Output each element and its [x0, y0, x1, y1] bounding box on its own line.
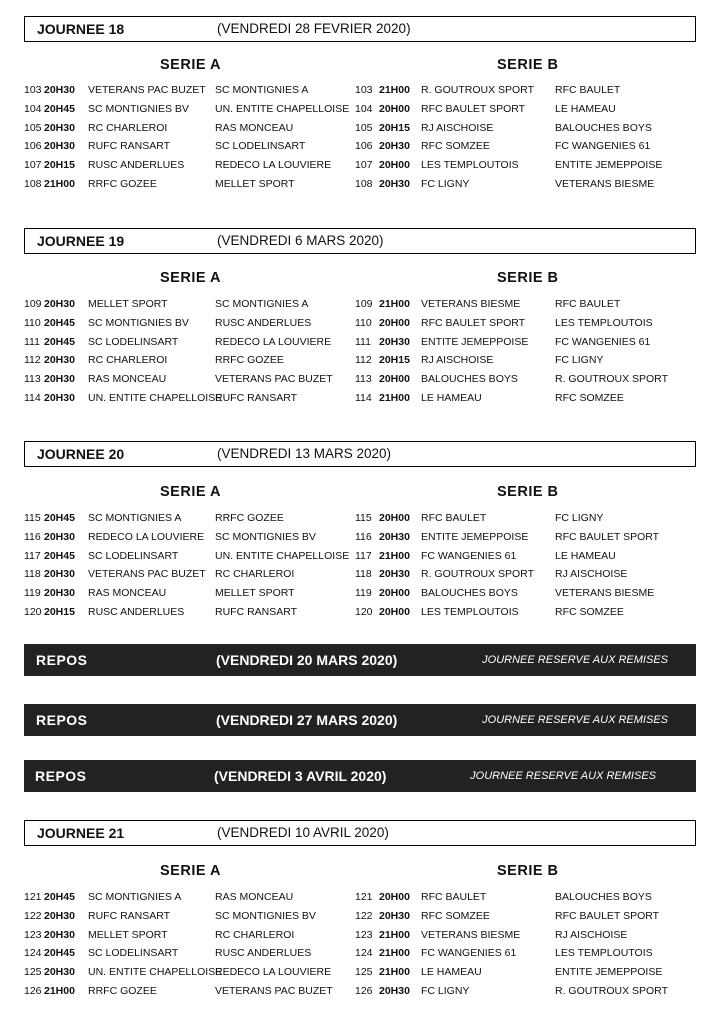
match-row — [0, 587, 718, 603]
away-team: SC MONTIGNIES A — [215, 298, 309, 310]
match-row — [0, 910, 718, 926]
home-team: RFC BAULET — [421, 891, 487, 903]
match-time: 20H30 — [44, 587, 75, 600]
match-number: 120 — [355, 606, 373, 618]
match-time: 20H30 — [379, 530, 410, 543]
away-team: RC CHARLEROI — [215, 568, 295, 581]
match-time: 20H30 — [379, 985, 410, 997]
match-time: 20H00 — [379, 512, 410, 524]
match-time: 20H00 — [379, 606, 410, 618]
away-team: VETERANS PAC BUZET — [215, 373, 333, 386]
match-time: 21H00 — [44, 178, 75, 190]
home-team: RUSC ANDERLUES — [88, 606, 185, 618]
home-team: VETERANS PAC BUZET — [88, 84, 206, 96]
away-team: BALOUCHES BOYS — [555, 891, 652, 903]
match-time: 20H00 — [379, 159, 410, 172]
match-row — [0, 947, 718, 963]
away-team: ENTITE JEMEPPOISE — [555, 966, 663, 979]
match-number: 104 — [355, 102, 373, 115]
match-number: 117 — [355, 549, 372, 562]
match-row — [0, 373, 718, 389]
match-number: 106 — [24, 140, 42, 153]
away-team: MELLET SPORT — [215, 587, 295, 600]
match-row — [0, 512, 718, 528]
match-number: 126 — [24, 985, 42, 997]
away-team: VETERANS BIESME — [555, 178, 655, 190]
away-team: SC LODELINSART — [215, 140, 306, 153]
home-team: RUSC ANDERLUES — [88, 159, 185, 172]
match-time: 21H00 — [379, 84, 410, 96]
match-number: 112 — [24, 354, 41, 367]
match-number: 114 — [355, 392, 372, 404]
match-number: 108 — [24, 178, 42, 190]
home-team: SC LODELINSART — [88, 549, 179, 562]
journee-header — [24, 820, 696, 846]
away-team: REDECO LA LOUVIERE — [215, 159, 332, 172]
home-team: LES TEMPLOUTOIS — [421, 159, 519, 172]
away-team: RFC SOMZEE — [555, 392, 624, 404]
match-number: 103 — [24, 84, 42, 96]
away-team: RUSC ANDERLUES — [215, 316, 312, 329]
match-time: 20H00 — [379, 102, 410, 115]
match-time: 20H30 — [44, 909, 75, 922]
away-team: VETERANS BIESME — [555, 587, 655, 600]
match-row — [0, 929, 718, 945]
match-row — [0, 966, 718, 982]
repos-banner — [24, 704, 696, 736]
home-team: RUFC RANSART — [88, 140, 171, 153]
home-team: ENTITE JEMEPPOISE — [421, 335, 529, 348]
away-team: RUSC ANDERLUES — [215, 947, 312, 960]
match-time: 20H45 — [44, 102, 75, 115]
repos-banner — [24, 760, 696, 792]
home-team: UN. ENTITE CHAPELLOISE — [88, 966, 223, 979]
match-number: 114 — [24, 392, 41, 404]
match-time: 20H30 — [379, 178, 410, 190]
match-row — [0, 317, 718, 333]
away-team: BALOUCHES BOYS — [555, 121, 652, 134]
match-number: 124 — [24, 947, 42, 960]
match-time: 21H00 — [379, 392, 410, 404]
home-team: REDECO LA LOUVIERE — [88, 530, 205, 543]
match-time: 20H30 — [44, 568, 75, 581]
journee-title: JOURNEE 21 — [37, 825, 125, 841]
away-team: LE HAMEAU — [555, 549, 616, 562]
home-team: R. GOUTROUX SPORT — [421, 84, 534, 96]
match-number: 120 — [24, 606, 42, 618]
serie-b-title: SERIE B — [497, 484, 559, 500]
away-team: SC MONTIGNIES BV — [215, 909, 316, 922]
serie-b-title: SERIE B — [497, 270, 559, 286]
match-number: 119 — [24, 587, 41, 600]
serie-b-title: SERIE B — [497, 863, 559, 879]
home-team: FC WANGENIES 61 — [421, 947, 517, 960]
match-number: 110 — [355, 316, 372, 329]
home-team: SC MONTIGNIES A — [88, 891, 182, 903]
match-time: 21H00 — [379, 928, 410, 941]
serie-a-title: SERIE A — [160, 57, 221, 73]
match-number: 118 — [24, 568, 41, 581]
match-number: 125 — [24, 966, 42, 979]
match-time: 20H15 — [44, 159, 75, 172]
home-team: FC LIGNY — [421, 985, 470, 997]
match-number: 110 — [24, 316, 41, 329]
home-team: RJ AISCHOISE — [421, 121, 494, 134]
journee-header — [24, 228, 696, 254]
match-number: 108 — [355, 178, 373, 190]
match-number: 113 — [355, 373, 372, 386]
match-time: 20H30 — [44, 298, 75, 310]
home-team: RFC BAULET SPORT — [421, 316, 526, 329]
match-time: 20H30 — [379, 335, 410, 348]
match-row — [0, 568, 718, 584]
home-team: LE HAMEAU — [421, 392, 482, 404]
home-team: ENTITE JEMEPPOISE — [421, 530, 529, 543]
away-team: MELLET SPORT — [215, 178, 295, 190]
match-number: 119 — [355, 587, 372, 600]
repos-note: JOURNEE RESERVE AUX REMISES — [470, 770, 656, 782]
away-team: LE HAMEAU — [555, 102, 616, 115]
home-team: RJ AISCHOISE — [421, 354, 494, 367]
away-team: RUFC RANSART — [215, 606, 298, 618]
journee-date: (VENDREDI 13 MARS 2020) — [217, 446, 392, 461]
match-time: 20H00 — [379, 891, 410, 903]
home-team: SC MONTIGNIES BV — [88, 102, 189, 115]
away-team: RRFC GOZEE — [215, 512, 284, 524]
match-number: 116 — [355, 530, 372, 543]
match-number: 118 — [355, 568, 372, 581]
journee-date: (VENDREDI 6 MARS 2020) — [217, 233, 384, 248]
match-time: 21H00 — [379, 549, 410, 562]
match-number: 123 — [355, 928, 373, 941]
away-team: RFC BAULET — [555, 298, 621, 310]
away-team: RRFC GOZEE — [215, 354, 284, 367]
match-number: 107 — [24, 159, 42, 172]
away-team: R. GOUTROUX SPORT — [555, 985, 668, 997]
match-time: 20H00 — [379, 316, 410, 329]
home-team: RFC BAULET SPORT — [421, 102, 526, 115]
away-team: UN. ENTITE CHAPELLOISE — [215, 102, 350, 115]
home-team: SC LODELINSART — [88, 335, 179, 348]
match-time: 20H30 — [44, 928, 75, 941]
away-team: LES TEMPLOUTOIS — [555, 316, 653, 329]
home-team: RUFC RANSART — [88, 909, 171, 922]
away-team: VETERANS PAC BUZET — [215, 985, 333, 997]
serie-a-title: SERIE A — [160, 270, 221, 286]
home-team: BALOUCHES BOYS — [421, 587, 518, 600]
match-time: 21H00 — [379, 298, 410, 310]
away-team: RUFC RANSART — [215, 392, 298, 404]
away-team: RFC SOMZEE — [555, 606, 624, 618]
match-row — [0, 178, 718, 194]
match-time: 20H00 — [379, 587, 410, 600]
match-time: 20H30 — [44, 84, 75, 96]
match-number: 123 — [24, 928, 42, 941]
home-team: RRFC GOZEE — [88, 985, 157, 997]
match-time: 20H45 — [44, 512, 75, 524]
away-team: FC WANGENIES 61 — [555, 335, 651, 348]
match-time: 20H45 — [44, 549, 75, 562]
away-team: SC MONTIGNIES A — [215, 84, 309, 96]
match-time: 20H30 — [44, 966, 75, 979]
match-number: 103 — [355, 84, 373, 96]
home-team: RAS MONCEAU — [88, 587, 167, 600]
match-time: 20H30 — [379, 568, 410, 581]
match-time: 20H30 — [44, 140, 75, 153]
match-time: 21H00 — [379, 966, 410, 979]
match-number: 115 — [355, 512, 372, 524]
home-team: RFC BAULET — [421, 512, 487, 524]
journee-date: (VENDREDI 28 FEVRIER 2020) — [217, 21, 411, 36]
home-team: RFC SOMZEE — [421, 140, 490, 153]
match-row — [0, 354, 718, 370]
match-row — [0, 891, 718, 907]
match-number: 104 — [24, 102, 42, 115]
match-time: 20H00 — [379, 373, 410, 386]
match-row — [0, 985, 718, 1001]
match-number: 126 — [355, 985, 373, 997]
away-team: R. GOUTROUX SPORT — [555, 373, 668, 386]
repos-banner — [24, 644, 696, 676]
match-number: 111 — [355, 335, 371, 348]
away-team: RFC BAULET SPORT — [555, 909, 660, 922]
journee-title: JOURNEE 19 — [37, 233, 125, 249]
match-number: 109 — [24, 298, 42, 310]
match-number: 115 — [24, 512, 41, 524]
repos-date: (VENDREDI 3 AVRIL 2020) — [214, 768, 387, 784]
match-number: 106 — [355, 140, 373, 153]
journee-title: JOURNEE 18 — [37, 21, 125, 37]
home-team: BALOUCHES BOYS — [421, 373, 518, 386]
match-number: 113 — [24, 373, 41, 386]
match-number: 112 — [355, 354, 372, 367]
home-team: SC MONTIGNIES BV — [88, 316, 189, 329]
match-time: 20H30 — [44, 392, 75, 404]
journee-date: (VENDREDI 10 AVRIL 2020) — [217, 825, 389, 840]
away-team: RJ AISCHOISE — [555, 568, 628, 581]
away-team: FC LIGNY — [555, 354, 604, 367]
match-number: 107 — [355, 159, 373, 172]
away-team: RFC BAULET SPORT — [555, 530, 660, 543]
match-time: 20H30 — [44, 121, 75, 134]
match-row — [0, 140, 718, 156]
away-team: RAS MONCEAU — [215, 891, 294, 903]
match-time: 20H45 — [44, 335, 75, 348]
repos-note: JOURNEE RESERVE AUX REMISES — [482, 714, 668, 726]
match-time: 20H30 — [44, 373, 75, 386]
match-number: 122 — [355, 909, 373, 922]
repos-label: REPOS — [36, 652, 88, 668]
home-team: UN. ENTITE CHAPELLOISE — [88, 392, 223, 404]
away-team: RJ AISCHOISE — [555, 928, 628, 941]
match-number: 109 — [355, 298, 373, 310]
away-team: RFC BAULET — [555, 84, 621, 96]
match-row — [0, 336, 718, 352]
match-time: 20H45 — [44, 891, 75, 903]
home-team: FC WANGENIES 61 — [421, 549, 517, 562]
away-team: SC MONTIGNIES BV — [215, 530, 316, 543]
away-team: RAS MONCEAU — [215, 121, 294, 134]
match-row — [0, 392, 718, 408]
match-number: 121 — [24, 891, 42, 903]
away-team: REDECO LA LOUVIERE — [215, 335, 332, 348]
match-time: 20H45 — [44, 947, 75, 960]
match-number: 117 — [24, 549, 41, 562]
repos-date: (VENDREDI 27 MARS 2020) — [216, 712, 398, 728]
match-time: 20H30 — [44, 530, 75, 543]
match-time: 20H30 — [44, 354, 75, 367]
home-team: LES TEMPLOUTOIS — [421, 606, 519, 618]
match-row — [0, 531, 718, 547]
match-number: 125 — [355, 966, 373, 979]
away-team: ENTITE JEMEPPOISE — [555, 159, 663, 172]
home-team: MELLET SPORT — [88, 928, 168, 941]
home-team: RRFC GOZEE — [88, 178, 157, 190]
match-time: 21H00 — [44, 985, 75, 997]
match-number: 124 — [355, 947, 373, 960]
home-team: RC CHARLEROI — [88, 354, 168, 367]
match-number: 111 — [24, 335, 40, 348]
repos-note: JOURNEE RESERVE AUX REMISES — [482, 654, 668, 666]
match-number: 105 — [355, 121, 373, 134]
match-row — [0, 122, 718, 138]
match-time: 20H45 — [44, 316, 75, 329]
away-team: LES TEMPLOUTOIS — [555, 947, 653, 960]
match-row — [0, 103, 718, 119]
home-team: VETERANS BIESME — [421, 928, 521, 941]
match-time: 20H15 — [379, 121, 410, 134]
match-time: 20H30 — [379, 909, 410, 922]
match-number: 116 — [24, 530, 41, 543]
repos-label: REPOS — [35, 768, 87, 784]
serie-b-title: SERIE B — [497, 57, 559, 73]
home-team: FC LIGNY — [421, 178, 470, 190]
home-team: R. GOUTROUX SPORT — [421, 568, 534, 581]
match-row — [0, 159, 718, 175]
journee-header — [24, 441, 696, 467]
away-team: FC WANGENIES 61 — [555, 140, 651, 153]
match-row — [0, 606, 718, 622]
journee-header — [24, 16, 696, 42]
away-team: RC CHARLEROI — [215, 928, 295, 941]
home-team: RFC SOMZEE — [421, 909, 490, 922]
repos-date: (VENDREDI 20 MARS 2020) — [216, 652, 398, 668]
match-row — [0, 298, 718, 314]
home-team: SC MONTIGNIES A — [88, 512, 182, 524]
match-number: 121 — [355, 891, 373, 903]
repos-label: REPOS — [36, 712, 88, 728]
match-number: 105 — [24, 121, 42, 134]
match-row — [0, 84, 718, 100]
match-time: 20H15 — [44, 606, 75, 618]
away-team: UN. ENTITE CHAPELLOISE — [215, 549, 350, 562]
home-team: MELLET SPORT — [88, 298, 168, 310]
home-team: VETERANS BIESME — [421, 298, 521, 310]
home-team: RAS MONCEAU — [88, 373, 167, 386]
away-team: FC LIGNY — [555, 512, 604, 524]
match-time: 20H15 — [379, 354, 410, 367]
serie-a-title: SERIE A — [160, 863, 221, 879]
match-row — [0, 550, 718, 566]
match-time: 21H00 — [379, 947, 410, 960]
journee-title: JOURNEE 20 — [37, 446, 125, 462]
away-team: REDECO LA LOUVIERE — [215, 966, 332, 979]
home-team: SC LODELINSART — [88, 947, 179, 960]
home-team: LE HAMEAU — [421, 966, 482, 979]
serie-a-title: SERIE A — [160, 484, 221, 500]
home-team: VETERANS PAC BUZET — [88, 568, 206, 581]
home-team: RC CHARLEROI — [88, 121, 168, 134]
match-number: 122 — [24, 909, 42, 922]
match-time: 20H30 — [379, 140, 410, 153]
